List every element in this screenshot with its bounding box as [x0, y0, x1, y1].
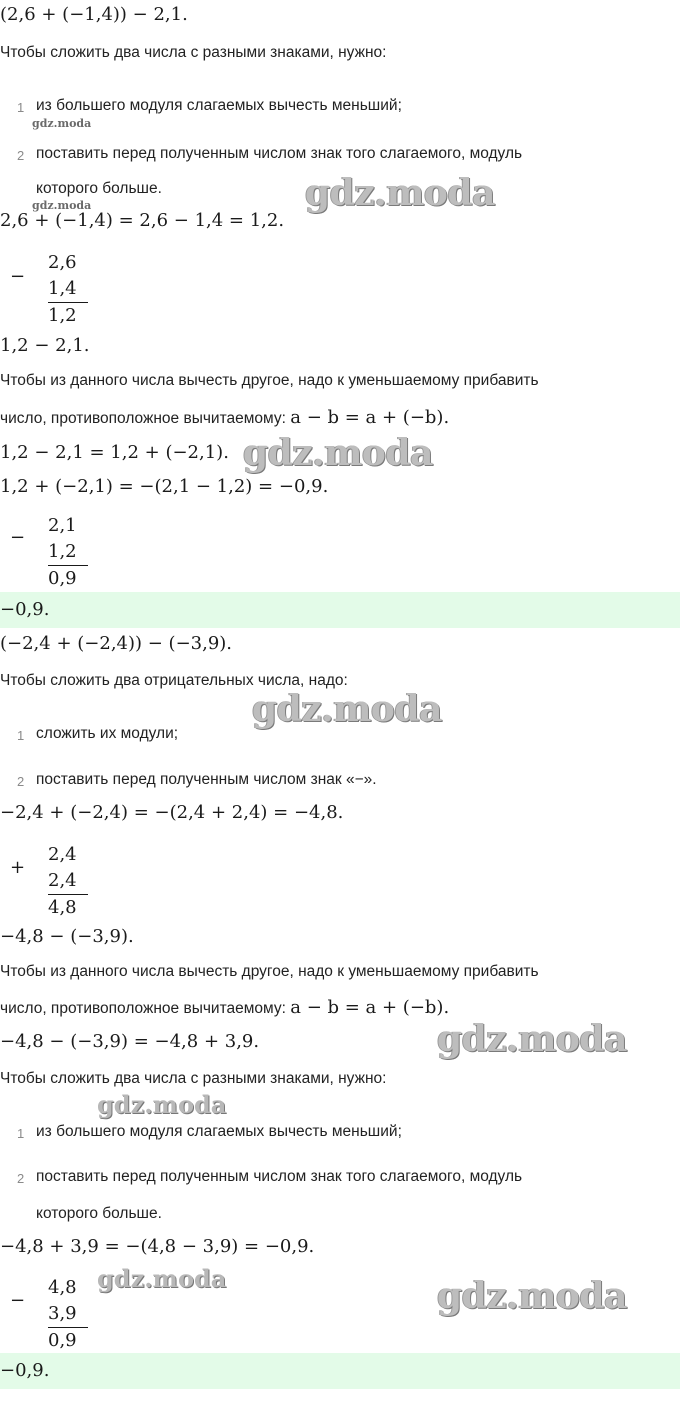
list-item-continuation: которого больше. — [36, 1205, 162, 1222]
equation: 1,2 + (−2,1) = −(2,1 − 1,2) = −0,9. — [0, 476, 329, 497]
column-calculation-1 — [48, 250, 88, 329]
rule-formula: a − b = a + (−b). — [290, 407, 450, 428]
list-number: 2 — [17, 148, 25, 163]
column-sign: − — [10, 1290, 26, 1311]
list-item: поставить перед полученным числом знак того слагаемого, модуль — [36, 145, 523, 162]
column-result: 4,8 — [48, 897, 77, 918]
watermark-logo: gdz.moda — [305, 172, 495, 214]
answer-highlight — [0, 592, 680, 628]
equation: −4,8 + 3,9 = −(4,8 − 3,9) = −0,9. — [0, 1236, 315, 1257]
column-calculation-2 — [48, 513, 88, 592]
column-operand: 2,1 — [48, 515, 77, 536]
expression-1: (2,6 + (−1,4)) − 2,1. — [0, 4, 188, 25]
equation: 2,6 + (−1,4) = 2,6 − 1,4 = 1,2. — [0, 210, 285, 231]
watermark-logo: gdz.moda — [97, 1090, 227, 1119]
watermark-logo: gdz.moda — [437, 1018, 627, 1060]
expression: 1,2 − 2,1. — [0, 335, 90, 356]
column-operand: 2,4 — [48, 844, 77, 865]
column-operand: 4,8 — [48, 1277, 77, 1298]
watermark-logo: gdz.moda — [252, 688, 442, 730]
answer: −0,9. — [0, 1360, 50, 1381]
column-operand: 1,2 — [48, 539, 88, 566]
answer: −0,9. — [0, 599, 50, 620]
column-result: 0,9 — [48, 568, 77, 589]
rule-intro-2: Чтобы сложить два отрицательных числа, надо: — [0, 672, 348, 689]
watermark-logo: gdz.moda — [243, 432, 433, 474]
column-operand: 2,6 — [48, 252, 77, 273]
equation: −2,4 + (−2,4) = −(2,4 + 2,4) = −4,8. — [0, 802, 344, 823]
column-sign: + — [10, 857, 26, 878]
list-item: из большего модуля слагаемых вычесть меньший; — [36, 97, 402, 114]
rule-text: Чтобы из данного числа вычесть другое, надо к уменьшаемому прибавить — [0, 372, 539, 389]
list-item: из большего модуля слагаемых вычесть меньший; — [36, 1123, 402, 1140]
watermark-logo: gdz.moda — [32, 199, 92, 212]
list-number: 2 — [17, 1171, 25, 1186]
column-calculation-4 — [48, 1275, 88, 1354]
equation: 1,2 − 2,1 = 1,2 + (−2,1). — [0, 442, 229, 463]
column-calculation-3 — [48, 842, 88, 921]
list-number: 1 — [17, 728, 25, 743]
rule-text — [0, 997, 449, 1018]
rule-text-part: число, противоположное вычитаемому: — [0, 410, 291, 427]
watermark-logo: gdz.moda — [437, 1275, 627, 1317]
list-item: поставить перед полученным числом знак «−». — [36, 771, 377, 788]
equation: −4,8 − (−3,9) = −4,8 + 3,9. — [0, 1031, 260, 1052]
column-operand: 3,9 — [48, 1301, 88, 1328]
column-sign: − — [10, 527, 26, 548]
list-item: сложить их модули; — [36, 725, 179, 742]
expression: −4,8 − (−3,9). — [0, 926, 134, 947]
column-operand: 2,4 — [48, 868, 88, 895]
rule-text: Чтобы из данного числа вычесть другое, надо к уменьшаемому прибавить — [0, 963, 539, 980]
column-result: 0,9 — [48, 1330, 77, 1351]
list-item-continuation: которого больше. — [36, 180, 162, 197]
rule-intro-3: Чтобы сложить два числа с разными знаками, нужно: — [0, 1070, 387, 1087]
list-number: 1 — [17, 100, 25, 115]
rule-text-part: число, противоположное вычитаемому: — [0, 1000, 291, 1017]
column-operand: 1,4 — [48, 276, 88, 303]
list-number: 1 — [17, 1126, 25, 1141]
rule-text — [0, 407, 449, 428]
expression-2: (−2,4 + (−2,4)) − (−3,9). — [0, 633, 233, 654]
rule-formula: a − b = a + (−b). — [290, 997, 450, 1018]
column-result: 1,2 — [48, 305, 77, 326]
column-sign: − — [10, 266, 26, 287]
watermark-logo: gdz.moda — [97, 1264, 227, 1293]
rule-intro-1: Чтобы сложить два числа с разными знаками, нужно: — [0, 44, 387, 61]
answer-highlight — [0, 1353, 680, 1389]
list-number: 2 — [17, 774, 25, 789]
watermark-logo: gdz.moda — [32, 117, 92, 130]
list-item: поставить перед полученным числом знак того слагаемого, модуль — [36, 1168, 523, 1185]
